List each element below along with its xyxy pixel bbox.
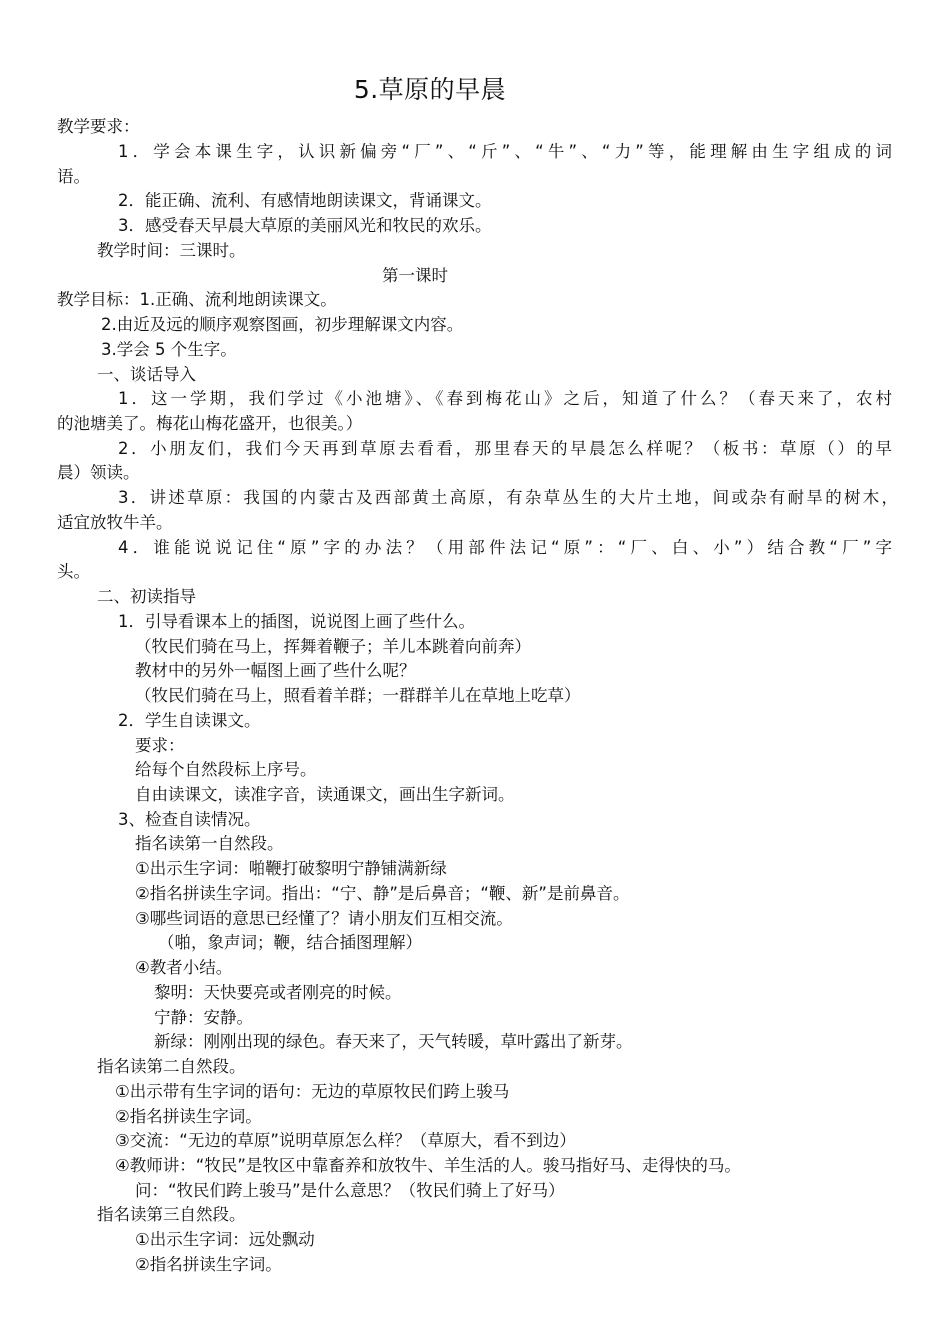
document-title: 5.草原的早晨 <box>353 75 507 104</box>
section-1-para-2: 2．小朋友们，我们今天再到草原去看看，那里春天的早晨怎么样呢？（板书：草原（）的早 <box>118 439 892 458</box>
section-1-para-4: 4．谁能说说记住“原”字的办法？（用部件法记“原”：“厂、白、小”）结合教“厂”字 <box>118 538 892 557</box>
paragraph-2-step-1: ①出示带有生字词的语句：无边的草原牧民们跨上骏马 <box>115 1082 510 1101</box>
section-1-para-1-cont: 的池塘美了。梅花山梅花盛开，也很美。） <box>57 414 363 433</box>
paragraph-1-step-3: ③哪些词语的意思已经懂了？请小朋友们互相交流。 <box>135 909 513 928</box>
section-2-item-1-answer-2: （牧民们骑在马上，照看着羊群；一群群羊儿在草地上吃草） <box>135 686 581 705</box>
requirement-1-cont: 语。 <box>57 167 90 186</box>
teaching-time: 教学时间：三课时。 <box>97 241 246 260</box>
requirement-1: 1．学会本课生字，认识新偏旁“厂”、“斤”、“牛”、“力”等，能理解由生字组成的词 <box>118 142 892 161</box>
goal-3: 3.学会 5 个生字。 <box>101 340 237 359</box>
paragraph-2-heading: 指名读第二自然段。 <box>97 1057 246 1076</box>
lesson-heading: 第一课时 <box>382 266 448 285</box>
paragraph-1-step-1: ①出示生字词：啪鞭打破黎明宁静铺满新绿 <box>135 859 447 878</box>
goal-2: 2.由近及远的顺序观察图画，初步理解课文内容。 <box>101 315 464 334</box>
paragraph-2-step-4: ④教师讲：“牧民”是牧区中靠畜养和放牧牛、羊生活的人。骏马指好马、走得快的马。 <box>115 1156 741 1175</box>
requirement-2: 2．能正确、流利、有感情地朗读课文，背诵课文。 <box>118 191 492 210</box>
section-1-heading: 一、谈话导入 <box>97 365 196 384</box>
definition-2: 宁静：安静。 <box>154 1008 253 1027</box>
requirements-heading: 教学要求： <box>57 117 140 136</box>
section-2-item-2-req-2: 自由读课文，读准字音，读通课文，画出生字新词。 <box>135 785 515 804</box>
paragraph-2-question: 问：“牧民们跨上骏马”是什么意思？（牧民们骑上了好马） <box>135 1181 565 1200</box>
definition-3: 新绿：刚刚出现的绿色。春天来了，天气转暖，草叶露出了新芽。 <box>154 1032 633 1051</box>
paragraph-2-step-3: ③交流：“无边的草原”说明草原怎么样？（草原大，看不到边） <box>115 1131 576 1150</box>
section-1-para-2-cont: 晨）领读。 <box>57 463 140 482</box>
section-2-item-1-answer: （牧民们骑在马上，挥舞着鞭子；羊儿本跳着向前奔） <box>135 637 531 656</box>
paragraph-3-step-1: ①出示生字词：远处飘动 <box>135 1230 315 1249</box>
paragraph-1-step-3-note: （啪，象声词；鞭，结合插图理解） <box>158 933 422 952</box>
section-1-para-3-cont: 适宜放牧牛羊。 <box>57 513 173 532</box>
section-2-heading: 二、初读指导 <box>97 587 196 606</box>
definition-1: 黎明：天快要亮或者刚亮的时候。 <box>154 983 402 1002</box>
section-1-para-1: 1．这一学期，我们学过《小池塘》、《春到梅花山》之后，知道了什么？（春天来了，农村 <box>118 389 892 408</box>
paragraph-3-heading: 指名读第三自然段。 <box>97 1205 246 1224</box>
paragraph-1-step-4: ④教者小结。 <box>135 958 233 977</box>
paragraph-1-step-2: ②指名拼读生字词。指出：“宁、静”是后鼻音；“鞭、新”是前鼻音。 <box>135 884 630 903</box>
paragraph-2-step-2: ②指名拼读生字词。 <box>115 1107 262 1126</box>
section-2-item-2: 2．学生自读课文。 <box>118 711 261 730</box>
section-1-para-3: 3．讲述草原：我国的内蒙古及西部黄土高原，有杂草丛生的大片土地，间或杂有耐旱的树木， <box>118 488 898 507</box>
paragraph-3-step-2: ②指名拼读生字词。 <box>135 1255 282 1274</box>
section-2-item-3: 3、检查自读情况。 <box>118 810 261 829</box>
section-1-para-4-cont: 头。 <box>57 562 90 581</box>
section-2-item-1: 1．引导看课本上的插图，说说图上画了些什么。 <box>118 612 475 631</box>
paragraph-1-heading: 指名读第一自然段。 <box>135 834 284 853</box>
goal-1: 教学目标：1.正确、流利地朗读课文。 <box>57 290 337 309</box>
requirement-3: 3．感受春天早晨大草原的美丽风光和牧民的欢乐。 <box>118 216 492 235</box>
section-2-item-2-req-1: 给每个自然段标上序号。 <box>135 760 317 779</box>
section-2-item-2-req: 要求： <box>135 736 185 755</box>
section-2-item-1-question: 教材中的另外一幅图上画了些什么呢？ <box>135 661 416 680</box>
